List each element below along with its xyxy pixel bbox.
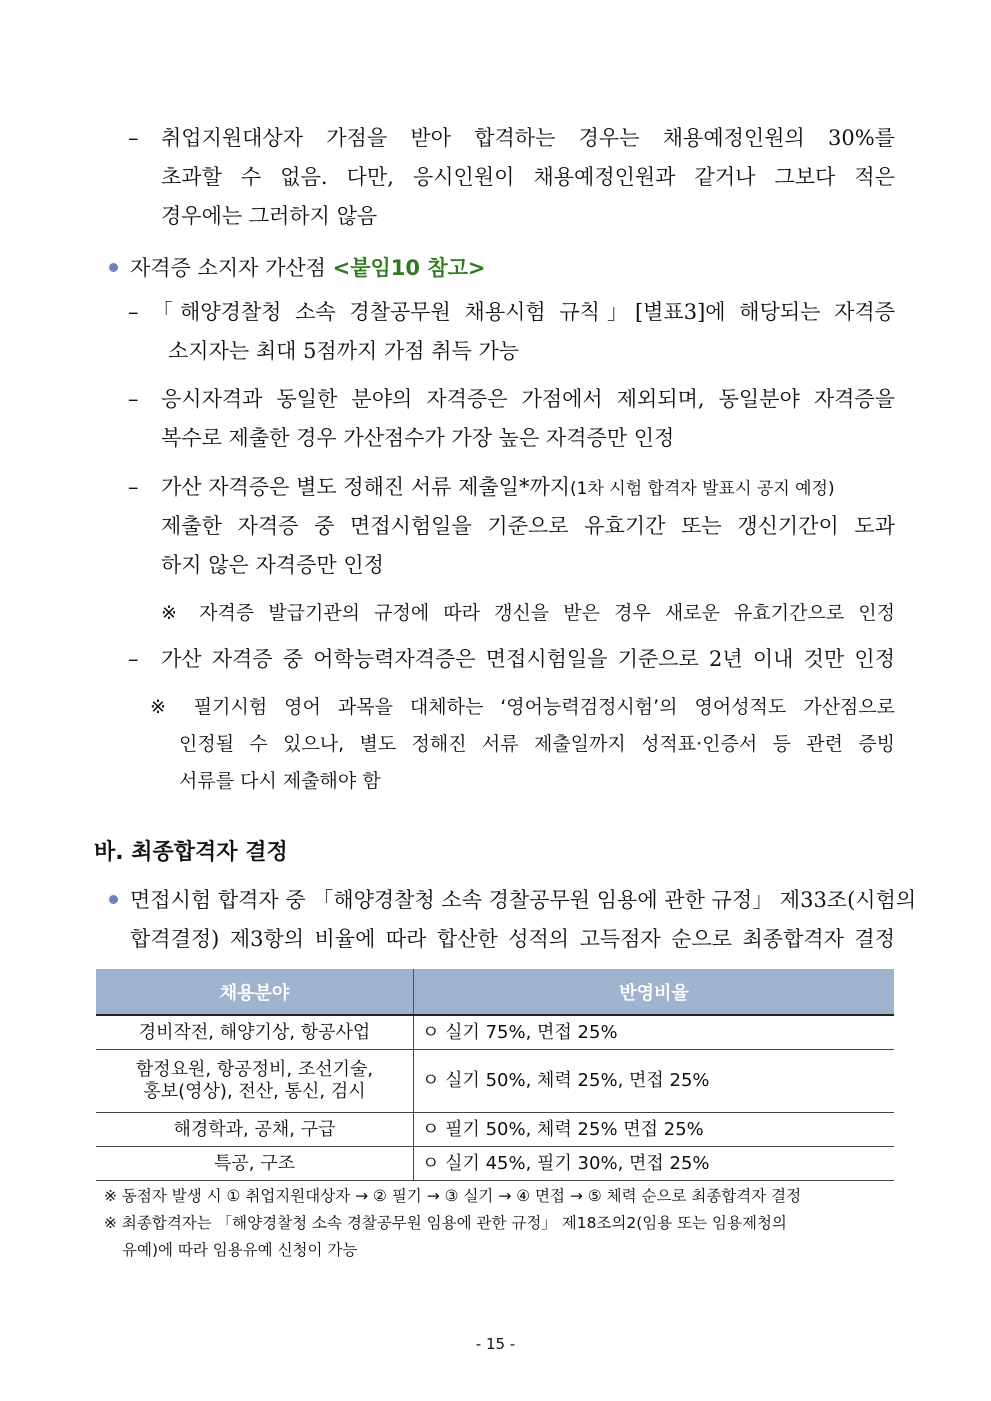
note-text: 인정될 수 있으나, 별도 정해진 서류 제출일까지 성적표·인증서 등 관련 증빙	[179, 733, 895, 755]
body-text: 가산 자격증은 별도 정해진 서류 제출일*까지	[161, 475, 571, 499]
body-text-line: 소지자는 최대 5점까지 가점 취득 가능	[168, 339, 520, 363]
table-cell-field: 경비작전, 해양기상, 항공사업	[96, 1015, 414, 1050]
dash-mark: –	[128, 475, 139, 499]
table-cell-field: 해경학과, 공채, 구급	[96, 1113, 414, 1147]
table-cell-ratio: ㅇ 필기 50%, 체력 25% 면접 25%	[414, 1113, 895, 1147]
table-header-row	[96, 970, 894, 1016]
column-header-field: 채용분야	[96, 970, 414, 1016]
column-header-ratio: 반영비율	[414, 970, 895, 1016]
body-text-line: 응시자격과 동일한 분야의 자격증은 가점에서 제외되며, 동일분야 자격증을	[161, 387, 895, 411]
bullet-icon	[109, 895, 118, 904]
body-text-line: 경우에는 그러하지 않음	[161, 204, 378, 228]
dash-mark: –	[128, 647, 139, 671]
body-text-line: 하지 않은 자격증만 인정	[161, 553, 384, 577]
table-cell-ratio: ㅇ 실기 50%, 체력 25%, 면접 25%	[414, 1050, 895, 1113]
table-row	[96, 1113, 894, 1147]
table-cell-field: 함정요원, 항공정비, 조선기술, 홍보(영상), 전산, 통신, 검시	[96, 1050, 414, 1113]
footnote: ※ 최종합격자는 「해양경찰청 소속 경찰공무원 임용에 관한 규정」 제18조의2(임용 또는 임용제청의	[104, 1214, 787, 1232]
table-row	[96, 1050, 894, 1113]
body-text-line: 제출한 자격증 중 면접시험일을 기준으로 유효기간 또는 갱신기간이 도과	[161, 514, 895, 538]
section-heading: 바. 최종합격자 결정	[94, 840, 288, 865]
section-title: 자격증 소지자 가산점	[130, 256, 326, 280]
body-text-line: 합격결정) 제3항의 비율에 따라 합산한 성적의 고득점자 순으로 최종합격자 결정	[130, 927, 895, 951]
note-text: 서류를 다시 제출해야 함	[179, 770, 381, 792]
footnote: ※ 동점자 발생 시 ① 취업지원대상자 → ② 필기 → ③ 실기 → ④ 면접 → ⑤ 체력 순으로 최종합격자 결정	[104, 1187, 802, 1205]
bullet-text	[130, 254, 486, 282]
table-cell-ratio: ㅇ 실기 75%, 면접 25%	[414, 1015, 895, 1050]
body-text-line: 「해양경찰청 소속 경찰공무원 채용시험 규칙」[별표3]에 해당되는 자격증	[152, 300, 895, 324]
dash-mark: –	[128, 126, 139, 150]
body-text-line: 초과할 수 없음. 다만, 응시인원이 채용예정인원과 같거나 그보다 적은	[161, 165, 895, 189]
ratio-table	[96, 969, 894, 1181]
body-text-line: 면접시험 합격자 중 「해양경찰청 소속 경찰공무원 임용에 관한 규정」 제33조(시험의	[130, 888, 917, 912]
page-number: - 15 -	[475, 1335, 516, 1353]
reference-link: <붙임10 참고>	[332, 256, 486, 280]
body-text-line: 취업지원대상자 가점을 받아 합격하는 경우는 채용예정인원의 30%를	[161, 126, 895, 150]
body-text-line	[161, 473, 835, 503]
dash-mark: –	[128, 300, 139, 324]
footnote: 유예)에 따라 임용유예 신청이 가능	[122, 1241, 358, 1259]
note-text: ※ 자격증 발급기관의 규정에 따라 갱신을 받은 경우 새로운 유효기간으로 인정	[161, 602, 895, 624]
bullet-icon	[109, 263, 118, 272]
body-text-line: 가산 자격증 중 어학능력자격증은 면접시험일을 기준으로 2년 이내 것만 인정	[161, 647, 895, 671]
dash-mark: –	[128, 387, 139, 411]
note-text: ※ 필기시험 영어 과목을 대체하는 ‘영어능력검정시험’의 영어성적도 가산점으로	[150, 696, 895, 718]
body-text-small: (1차 시험 합격자 발표시 공지 예정)	[570, 479, 835, 499]
table-row	[96, 1015, 894, 1050]
table-cell-field: 특공, 구조	[96, 1147, 414, 1181]
body-text-line: 복수로 제출한 경우 가산점수가 가장 높은 자격증만 인정	[161, 426, 675, 450]
table-row	[96, 1147, 894, 1181]
table-cell-ratio: ㅇ 실기 45%, 필기 30%, 면접 25%	[414, 1147, 895, 1181]
